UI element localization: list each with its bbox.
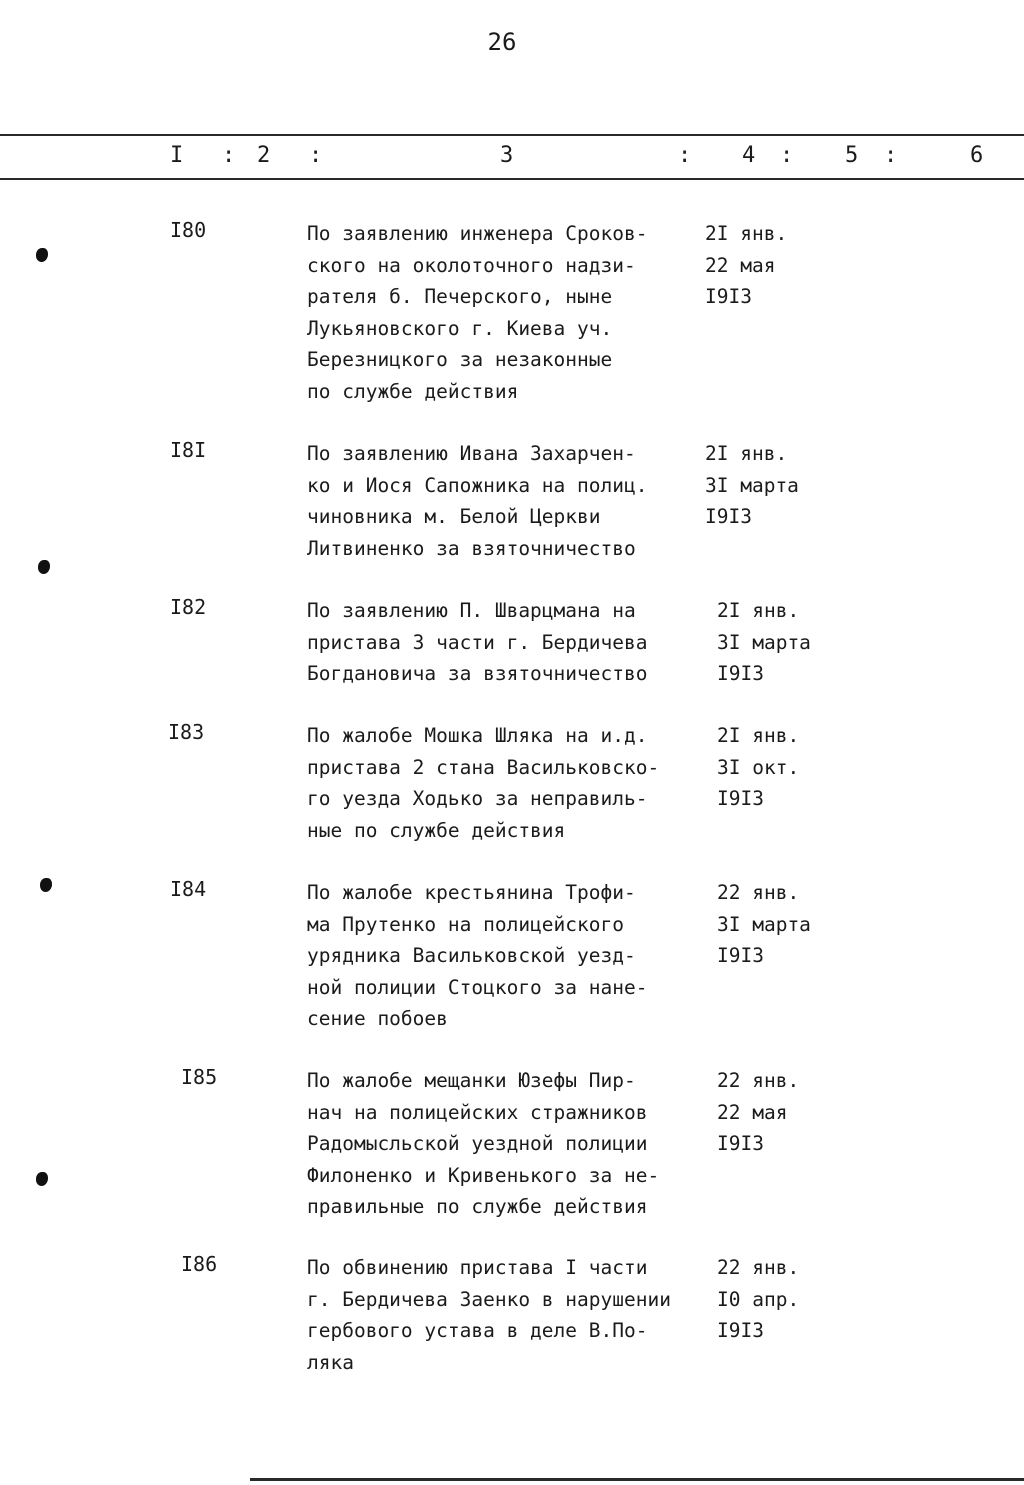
entry-number: I80 <box>170 218 207 242</box>
date-start: 2I янв. <box>717 599 800 622</box>
description-line: ма Прутенко на полицейского <box>307 912 624 936</box>
column-header-3: 3 <box>500 143 514 168</box>
entry-dates <box>705 218 835 313</box>
column-header-5: 5 <box>845 143 859 168</box>
column-header-6: 6 <box>970 143 984 168</box>
date-end: 3I марта <box>705 473 799 497</box>
entry-description <box>307 877 707 1035</box>
entry-description <box>307 720 707 846</box>
entry-description <box>307 595 707 690</box>
description-line: гербового устава в деле В.По- <box>307 1319 648 1342</box>
description-line: Богдановича за взяточничество <box>307 662 648 685</box>
column-header-4: 4 <box>742 143 756 168</box>
binder-hole-mark <box>36 248 48 262</box>
entry-dates <box>705 438 835 533</box>
entry-dates <box>717 877 847 972</box>
description-line: нач на полицейских стражников <box>307 1100 648 1124</box>
date-start: 22 янв. <box>717 1069 800 1092</box>
description-line: пристава 3 части г. Бердичева <box>307 630 648 654</box>
date-end: 22 мая <box>705 253 776 277</box>
page-number: 26 <box>487 28 517 56</box>
footer-rule <box>250 1478 1024 1481</box>
description-line: По заявлению инженера Сроков- <box>307 222 648 245</box>
binder-hole-mark <box>40 878 52 892</box>
date-year: I9I3 <box>717 1319 764 1342</box>
column-separator: : <box>678 143 692 168</box>
date-end: 3I марта <box>717 912 811 936</box>
description-line: Литвиненко за взяточничество <box>307 536 636 560</box>
date-start: 2I янв. <box>705 442 788 465</box>
entry-dates <box>717 595 847 690</box>
description-line: правильные по службе действия <box>307 1195 648 1218</box>
entry-number: I84 <box>170 877 207 901</box>
date-start: 2I янв. <box>717 724 800 747</box>
description-line: По заявлению Ивана Захарчен- <box>307 442 636 465</box>
description-line: рателя б. Печерского, ныне <box>307 285 613 308</box>
entry-number: I85 <box>181 1065 218 1089</box>
description-line: Лукьяновского г. Киева уч. <box>307 316 613 340</box>
description-line: го уезда Ходько за неправиль- <box>307 787 648 810</box>
date-start: 22 янв. <box>717 881 800 904</box>
description-line: ляка <box>307 1350 354 1374</box>
entry-description <box>307 218 707 407</box>
date-end: 3I марта <box>717 630 811 654</box>
entry-description <box>307 1065 707 1223</box>
entry-description <box>307 438 707 564</box>
description-line: Филоненко и Кривенького за не- <box>307 1163 660 1187</box>
description-line: чиновника м. Белой Церкви <box>307 505 601 528</box>
column-separator: : <box>222 143 236 168</box>
column-separator: : <box>780 143 794 168</box>
description-line: По обвинению пристава I части <box>307 1256 648 1279</box>
date-end: 3I окт. <box>717 755 800 779</box>
description-line: Радомысльской уездной полиции <box>307 1132 648 1155</box>
description-line: урядника Васильковской уезд- <box>307 944 636 967</box>
description-line: Березницкого за незаконные <box>307 348 613 371</box>
date-year: I9I3 <box>705 285 752 308</box>
entry-number: I86 <box>181 1252 218 1276</box>
date-year: I9I3 <box>717 1132 764 1155</box>
header-top-rule <box>0 134 1024 136</box>
binder-hole-mark <box>38 560 50 574</box>
entry-dates <box>717 1252 847 1347</box>
description-line: г. Бердичева Заенко в нарушении <box>307 1287 671 1311</box>
date-year: I9I3 <box>717 787 764 810</box>
entry-number: I82 <box>170 595 207 619</box>
column-header-2: 2 <box>257 143 271 168</box>
header-bottom-rule <box>0 178 1024 180</box>
column-header-1: I <box>170 143 184 168</box>
description-line: ной полиции Стоцкого за нане- <box>307 975 648 999</box>
date-year: I9I3 <box>717 944 764 967</box>
description-line: По жалобе крестьянина Трофи- <box>307 881 636 904</box>
description-line: По жалобе Мошка Шляка на и.д. <box>307 724 648 747</box>
date-start: 22 янв. <box>717 1256 800 1279</box>
description-line: По заявлению П. Шварцмана на <box>307 599 636 622</box>
description-line: По жалобе мещанки Юзефы Пир- <box>307 1069 636 1092</box>
date-end: I0 апр. <box>717 1287 800 1311</box>
date-year: I9I3 <box>705 505 752 528</box>
entry-dates <box>717 720 847 815</box>
date-start: 2I янв. <box>705 222 788 245</box>
column-separator: : <box>884 143 898 168</box>
description-line: сение побоев <box>307 1007 448 1030</box>
binder-hole-mark <box>36 1172 48 1186</box>
column-separator: : <box>309 143 323 168</box>
date-year: I9I3 <box>717 662 764 685</box>
description-line: по службе действия <box>307 379 519 403</box>
description-line: ского на околоточного надзи- <box>307 253 636 277</box>
entry-number: I83 <box>168 720 205 744</box>
date-end: 22 мая <box>717 1100 788 1124</box>
description-line: ко и Иося Сапожника на полиц. <box>307 473 648 497</box>
entry-dates <box>717 1065 847 1160</box>
entry-description <box>307 1252 707 1378</box>
entry-number: I8I <box>170 438 207 462</box>
description-line: ные по службе действия <box>307 818 566 842</box>
description-line: пристава 2 стана Васильковско- <box>307 755 660 779</box>
